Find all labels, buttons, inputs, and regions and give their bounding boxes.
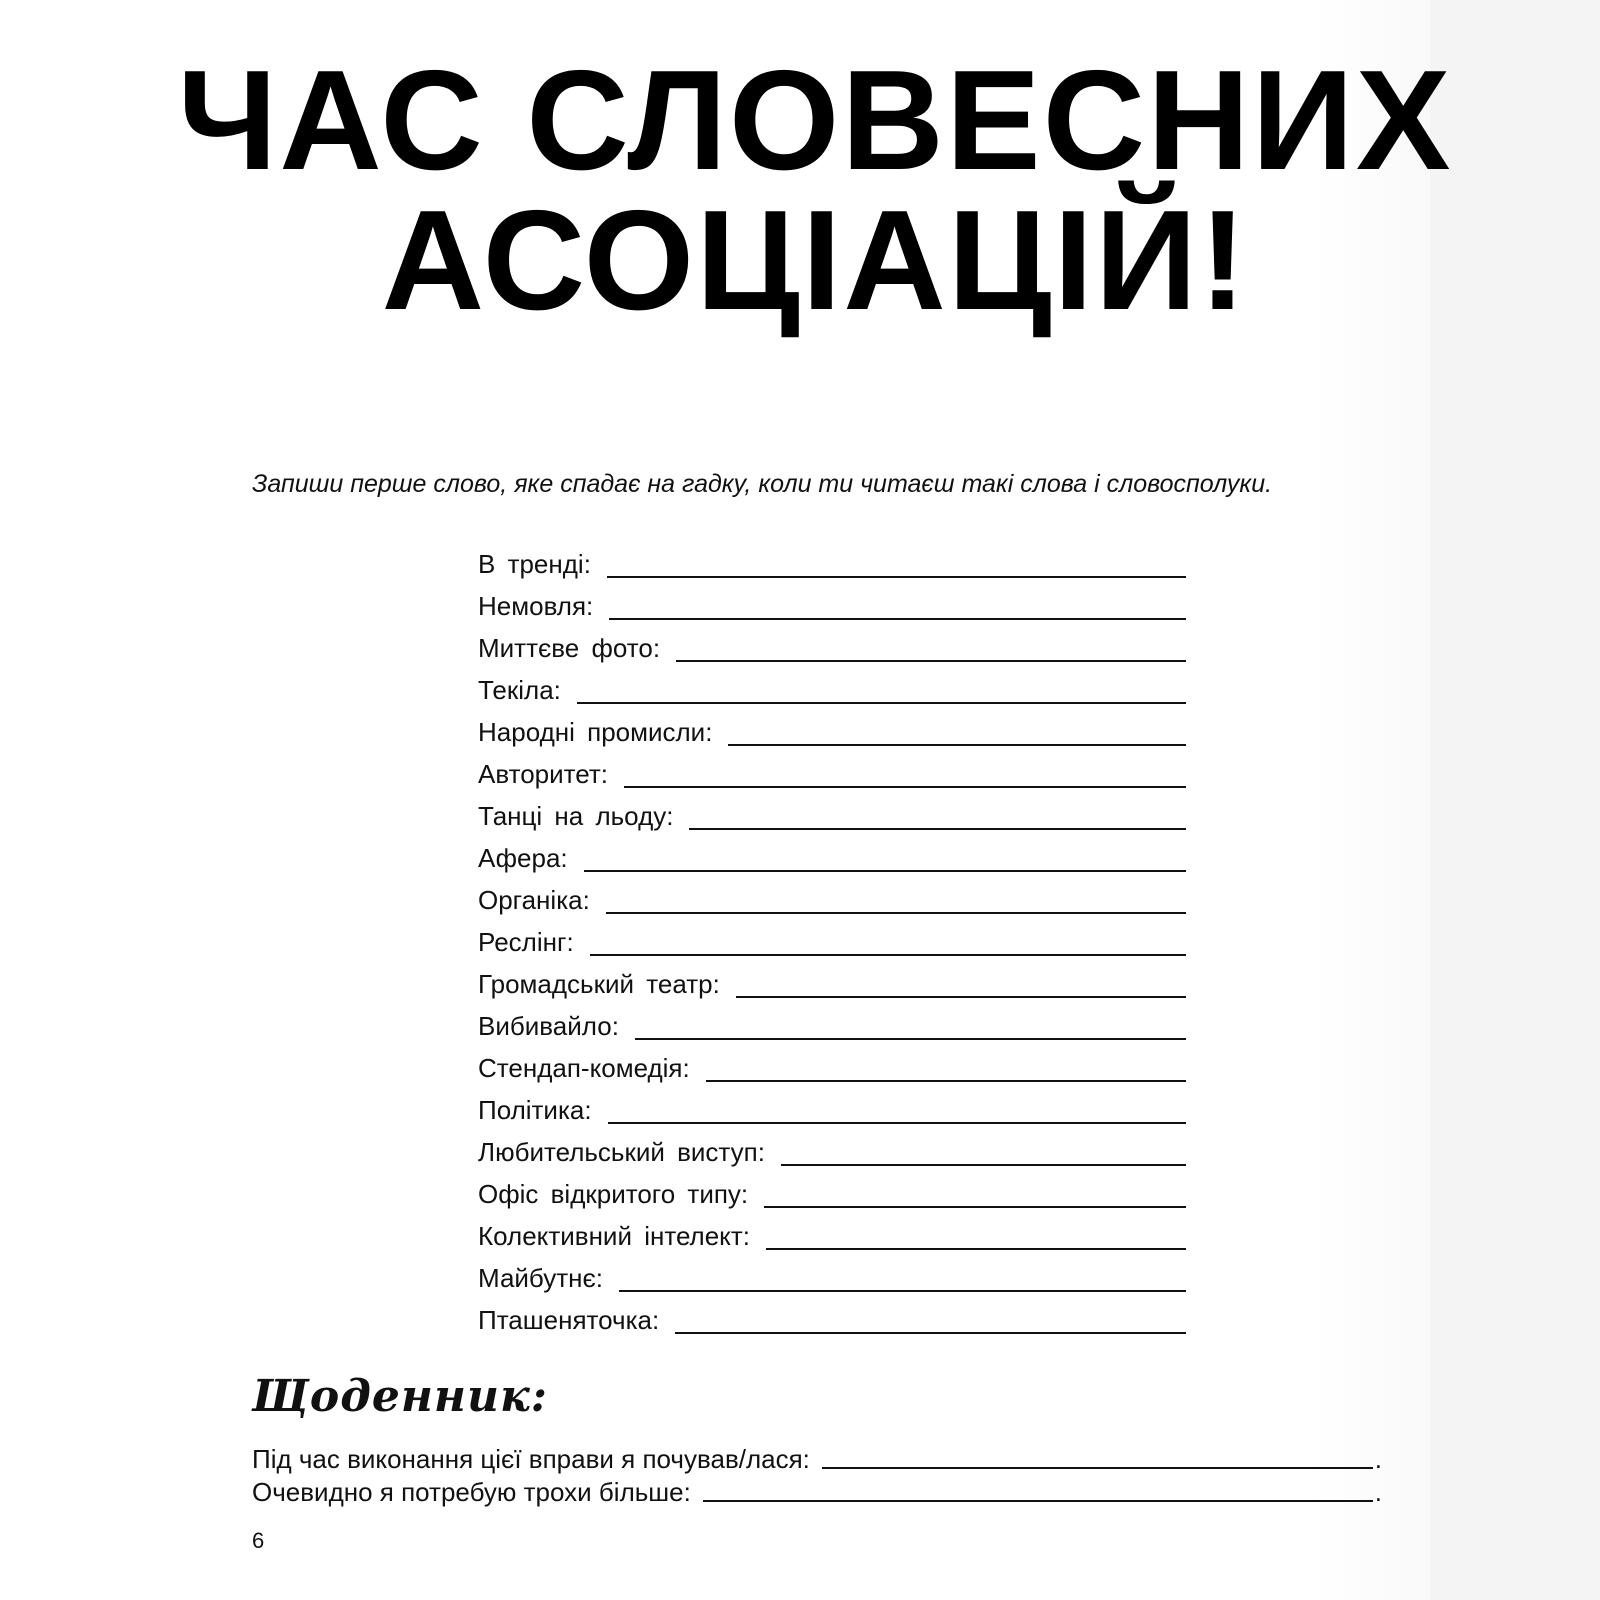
association-answer-line[interactable] — [590, 954, 1186, 956]
association-label: Офіс відкритого типу: — [478, 1179, 749, 1209]
diary-heading: Щоденник: — [252, 1371, 548, 1422]
association-label: Афера: — [478, 843, 568, 873]
association-label: Органіка: — [478, 885, 590, 915]
association-answer-line[interactable] — [619, 1290, 1186, 1292]
diary-answer-line-need[interactable] — [703, 1500, 1373, 1502]
association-answer-line[interactable] — [764, 1206, 1186, 1208]
association-label: Любительський виступ: — [478, 1137, 765, 1167]
diary-answer-line-feeling[interactable] — [822, 1467, 1373, 1469]
association-label: Колективний інтелект: — [478, 1221, 750, 1251]
association-label: Народні промисли: — [478, 717, 713, 747]
association-answer-line[interactable] — [766, 1248, 1186, 1250]
association-row — [478, 666, 1186, 708]
association-row — [478, 1128, 1186, 1170]
association-label: Танці на льоду: — [478, 801, 674, 831]
association-row — [478, 1170, 1186, 1212]
association-answer-line[interactable] — [675, 1332, 1186, 1334]
association-answer-line[interactable] — [607, 576, 1186, 578]
association-label: Майбутнє: — [478, 1263, 604, 1293]
association-answer-line[interactable] — [676, 660, 1186, 662]
association-label: Немовля: — [478, 591, 594, 621]
association-label: Реслінг: — [478, 927, 574, 957]
association-label: Авторитет: — [478, 759, 608, 789]
association-label: Вибивайло: — [478, 1011, 619, 1041]
association-label: Текіла: — [478, 675, 561, 705]
association-answer-line[interactable] — [577, 702, 1186, 704]
association-row — [478, 708, 1186, 750]
association-label: Пташеняточка: — [478, 1305, 660, 1335]
association-answer-line[interactable] — [608, 1122, 1186, 1124]
association-label: Громадський театр: — [478, 969, 720, 999]
association-answer-line[interactable] — [728, 744, 1186, 746]
association-row — [478, 1212, 1186, 1254]
association-row — [478, 750, 1186, 792]
instruction-text: Запиши перше слово, яке спадає на гадку, коли ти читаєш такі слова і словосполуки. — [252, 470, 1273, 498]
association-answer-line[interactable] — [606, 912, 1186, 914]
diary-period: . — [1374, 1444, 1382, 1474]
association-label: Стендап-комедія: — [478, 1053, 690, 1083]
association-answer-line[interactable] — [736, 996, 1186, 998]
association-row — [478, 582, 1186, 624]
association-row — [478, 1002, 1186, 1044]
association-answer-line[interactable] — [635, 1038, 1186, 1040]
association-row — [478, 1086, 1186, 1128]
association-answer-line[interactable] — [689, 828, 1186, 830]
association-answer-line[interactable] — [624, 786, 1186, 788]
association-row — [478, 876, 1186, 918]
association-row — [478, 1254, 1186, 1296]
association-list — [478, 540, 1186, 1338]
page-title-line-1: ЧАС СЛОВЕСНИХ — [177, 41, 1453, 200]
association-row — [478, 792, 1186, 834]
association-label: В тренді: — [478, 549, 591, 579]
association-row — [478, 1044, 1186, 1086]
diary-row-feeling — [252, 1440, 1382, 1474]
diary-row-need — [252, 1473, 1382, 1507]
page-number: 6 — [252, 1528, 265, 1553]
association-answer-line[interactable] — [706, 1080, 1186, 1082]
association-row — [478, 834, 1186, 876]
association-answer-line[interactable] — [781, 1164, 1186, 1166]
association-row — [478, 1296, 1186, 1338]
page-title-line-2: АСОЦІАЦІЙ! — [381, 181, 1249, 340]
association-row — [478, 918, 1186, 960]
association-answer-line[interactable] — [584, 870, 1186, 872]
association-row — [478, 960, 1186, 1002]
association-label: Політика: — [478, 1095, 592, 1125]
diary-label-feeling: Під час виконання цієї вправи я почував/лася: — [252, 1444, 810, 1474]
association-row — [478, 540, 1186, 582]
association-label: Миттєве фото: — [478, 633, 661, 663]
diary-period: . — [1374, 1477, 1382, 1507]
association-answer-line[interactable] — [609, 618, 1186, 620]
diary-label-need: Очевидно я потребую трохи більше: — [252, 1477, 691, 1507]
association-row — [478, 624, 1186, 666]
